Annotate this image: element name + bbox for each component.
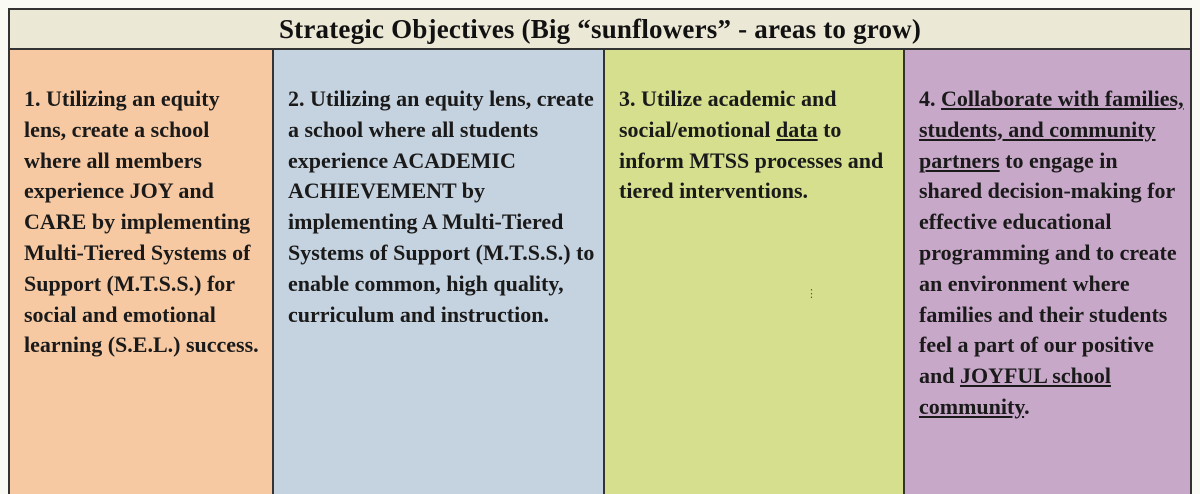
objective-4 (905, 50, 1190, 494)
objective-3-suffix: to inform MTSS processes and tiered interventions. (619, 116, 884, 204)
text-cursor-icon: ⋮ (806, 287, 817, 300)
objective-3-underlined: data (776, 116, 818, 142)
table-title: Strategic Objectives (Big “sunflowers” - areas to grow) (10, 10, 1190, 50)
objective-4-middle: to engage in shared decision-making for effective educational programming and to create an environment where families and their students feel a part of our positive and (919, 147, 1177, 389)
objective-4-underlined-1: Collaborate with families, students, and community partners (919, 86, 1184, 173)
objectives-table (8, 8, 1192, 494)
objective-4-prefix: 4. (919, 86, 941, 111)
objective-2-text: 2. Utilizing an equity lens, create a school where all students experience ACADEMIC ACHIEVEMENT by implementing A Multi-Tiered Systems of Support (M.T.S.S.) to enable common, high quality, curriculum and instruction. (288, 86, 595, 327)
objective-3 (605, 50, 905, 494)
objective-3-prefix: 3. Utilize academic and social/emotional (619, 86, 837, 142)
objective-4-underlined-2: JOYFUL school community (919, 363, 1111, 419)
objective-1 (10, 50, 274, 494)
objectives-row (10, 50, 1190, 494)
objective-2 (274, 50, 605, 494)
objective-4-suffix: . (1024, 393, 1030, 419)
objective-1-text: 1. Utilizing an equity lens, create a school where all members experience JOY and CARE by implementing Multi-Tiered Systems of Support (M.T.S.S.) for social and emotional learning (S.E.L.) success. (24, 86, 259, 358)
